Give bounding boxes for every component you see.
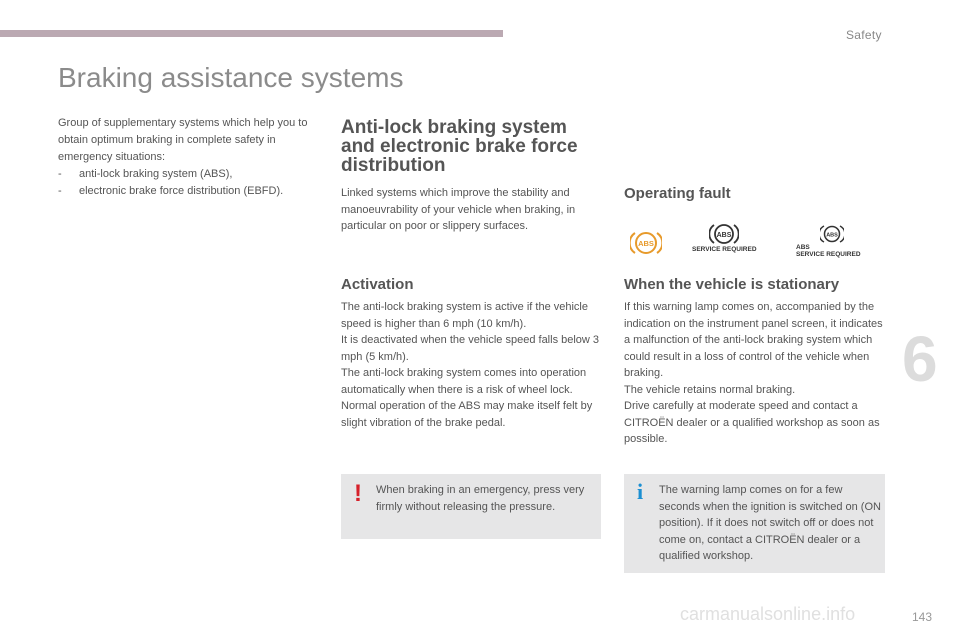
stationary-line: The vehicle retains normal braking. (624, 383, 796, 396)
stationary-line: If this warning lamp comes on, accompanied by the indication on the instrument panel screen, it indicates a malfunction of the anti-lock braking system which could result in a loss of control of the vehicle when braking. (624, 301, 883, 379)
watermark: carmanualsonline.info (680, 604, 856, 624)
abs-amber-lamp (630, 230, 662, 256)
operating-fault-heading: Operating fault (624, 185, 731, 202)
section-name: Safety (846, 28, 882, 42)
abs-lamp-label: ABS (826, 232, 838, 239)
abs-grey-icon (709, 222, 739, 246)
header-accent-bar (0, 30, 503, 37)
abs-section-heading: Anti-lock braking system and electronic brake force distribution (341, 117, 578, 176)
abs-lamp-label: ABS (716, 232, 732, 239)
chapter-number: 6 (902, 323, 938, 395)
info-box (624, 474, 885, 573)
list-item: - electronic brake force distribution (EBFD). (58, 183, 323, 200)
abs-lamp-label: ABS (638, 239, 654, 248)
warning-lamps (624, 222, 894, 266)
intro-block (58, 115, 323, 200)
lamp-caption: SERVICE REQUIRED (796, 251, 861, 258)
intro-text: Group of supplementary systems which help you to obtain optimum braking in complete safety in emergency situations: (58, 117, 308, 163)
info-text: The warning lamp comes on for a few seconds when the ignition is switched on (ON position). If it does not switch off or does not come on, contact a CITROËN dealer or a qualified workshop. (659, 484, 881, 562)
abs-section-text: Linked systems which improve the stability and manoeuvrability of your vehicle when braking, in particular on poor or slippery surfaces. (341, 187, 576, 232)
warning-icon: ! (354, 480, 362, 507)
lamp-caption: ABS (796, 244, 810, 251)
activation-line: The anti-lock braking system comes into operation automatically when there is a risk of wheel lock. (341, 367, 587, 396)
intro-list (58, 166, 323, 200)
page-title: Braking assistance systems (58, 62, 404, 93)
page-number: 143 (912, 610, 933, 624)
activation-line: Normal operation of the ABS may make itself felt by slight vibration of the brake pedal. (341, 400, 593, 429)
warning-text: When braking in an emergency, press very firmly without releasing the pressure. (376, 484, 585, 513)
warning-box (341, 474, 601, 539)
abs-text-service-lamp (796, 224, 861, 258)
abs-amber-icon (630, 230, 662, 256)
info-icon: i (637, 479, 644, 504)
abs-service-lamp (692, 222, 757, 253)
lamp-caption: SERVICE REQUIRED (692, 246, 757, 253)
activation-line: The anti-lock braking system is active if the vehicle speed is higher than 6 mph (10 km/h). (341, 301, 588, 330)
activation-line: It is deactivated when the vehicle speed falls below 3 mph (5 km/h). (341, 334, 600, 363)
stationary-heading: When the vehicle is stationary (624, 276, 840, 293)
abs-small-icon (820, 224, 844, 244)
stationary-line: Drive carefully at moderate speed and contact a CITROËN dealer or a qualified workshop as soon as possible. (624, 400, 880, 445)
activation-text (341, 299, 603, 431)
activation-heading: Activation (341, 276, 414, 293)
stationary-text (624, 299, 886, 448)
list-item: - anti-lock braking system (ABS), (58, 166, 323, 183)
